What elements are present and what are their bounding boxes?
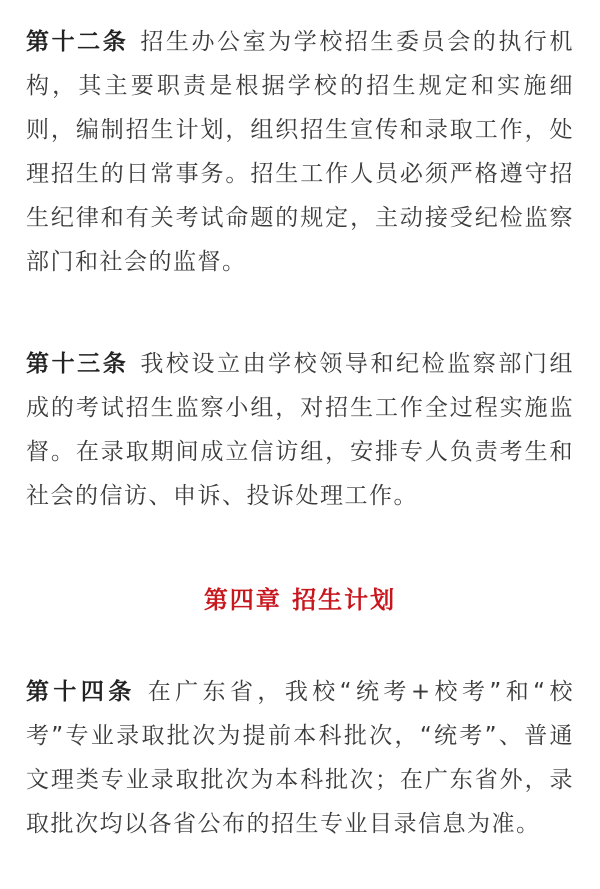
- article-14-text: 在广东省，我校“统考+校考”和“校考”专业录取批次为提前本科批次，“统考”、普通文理类专业录取批次为本科批次；在广东省外，录取批次均以各省公布的招生专业目录信息为准。: [26, 679, 574, 837]
- article-12-number: 第十二条: [26, 29, 129, 55]
- article-13-text: 我校设立由学校领导和纪检监察部门组成的考试招生监察小组，对招生工作全过程实施监督。在录取期间成立信访组，安排专人负责考生和社会的信访、申诉、投诉处理工作。: [26, 351, 575, 509]
- article-13: [26, 342, 574, 518]
- article-12: [26, 20, 574, 284]
- chapter-heading-container: [0, 578, 600, 622]
- article-12-text: 招生办公室为学校招生委员会的执行机构，其主要职责是根据学校的招生规定和实施细则，编制招生计划，组织招生宣传和录取工作，处理招生的日常事务。招生工作人员必须严格遵守招生纪律和有关考试命题的规定，主动接受纪检监察部门和社会的监督。: [26, 29, 575, 275]
- chapter-heading: 第四章 招生计划: [203, 586, 397, 614]
- article-13-number: 第十三条: [26, 351, 129, 377]
- article-14-number: 第十四条: [26, 679, 136, 705]
- article-14: [26, 670, 574, 846]
